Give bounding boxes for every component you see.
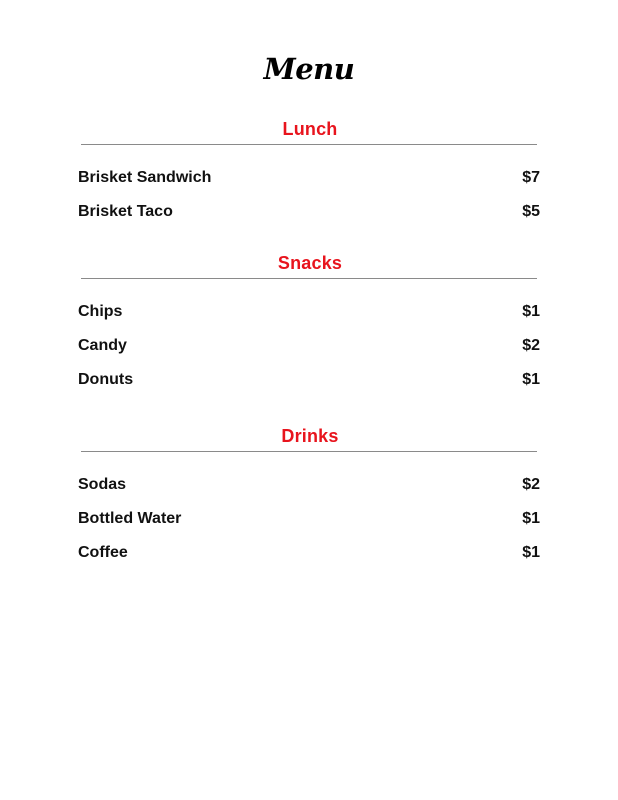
item-name: Candy [78, 337, 127, 354]
item-price: $5 [522, 203, 540, 220]
section-heading: Drinks [281, 426, 339, 446]
section-heading: Lunch [282, 119, 338, 139]
menu-item [78, 363, 540, 397]
page-title: Menu [263, 52, 355, 86]
item-price: $1 [522, 510, 540, 527]
item-name: Coffee [78, 544, 128, 561]
section-snacks [78, 253, 540, 397]
item-price: $1 [522, 544, 540, 561]
item-name: Bottled Water [78, 510, 182, 527]
item-price: $1 [522, 371, 540, 388]
menu-item [78, 536, 540, 570]
item-name: Brisket Sandwich [78, 169, 212, 186]
item-name: Sodas [78, 476, 127, 493]
item-list [78, 295, 540, 397]
section-divider [81, 144, 537, 145]
menu-item [78, 295, 540, 329]
section-heading: Snacks [277, 253, 343, 273]
item-list [78, 468, 540, 570]
menu-item [78, 468, 540, 502]
menu-item [78, 329, 540, 363]
section-drinks [78, 426, 540, 570]
menu-item [78, 502, 540, 536]
item-price: $2 [522, 476, 540, 493]
menu-item [78, 195, 540, 229]
section-divider [81, 278, 537, 279]
menu-item [78, 161, 540, 195]
item-price: $7 [522, 169, 540, 186]
item-list [78, 161, 540, 229]
item-name: Chips [78, 303, 123, 320]
item-price: $1 [522, 303, 540, 320]
item-name: Donuts [78, 371, 134, 388]
item-price: $2 [522, 337, 540, 354]
section-divider [81, 451, 537, 452]
section-lunch [78, 119, 540, 229]
item-name: Brisket Taco [78, 203, 173, 220]
